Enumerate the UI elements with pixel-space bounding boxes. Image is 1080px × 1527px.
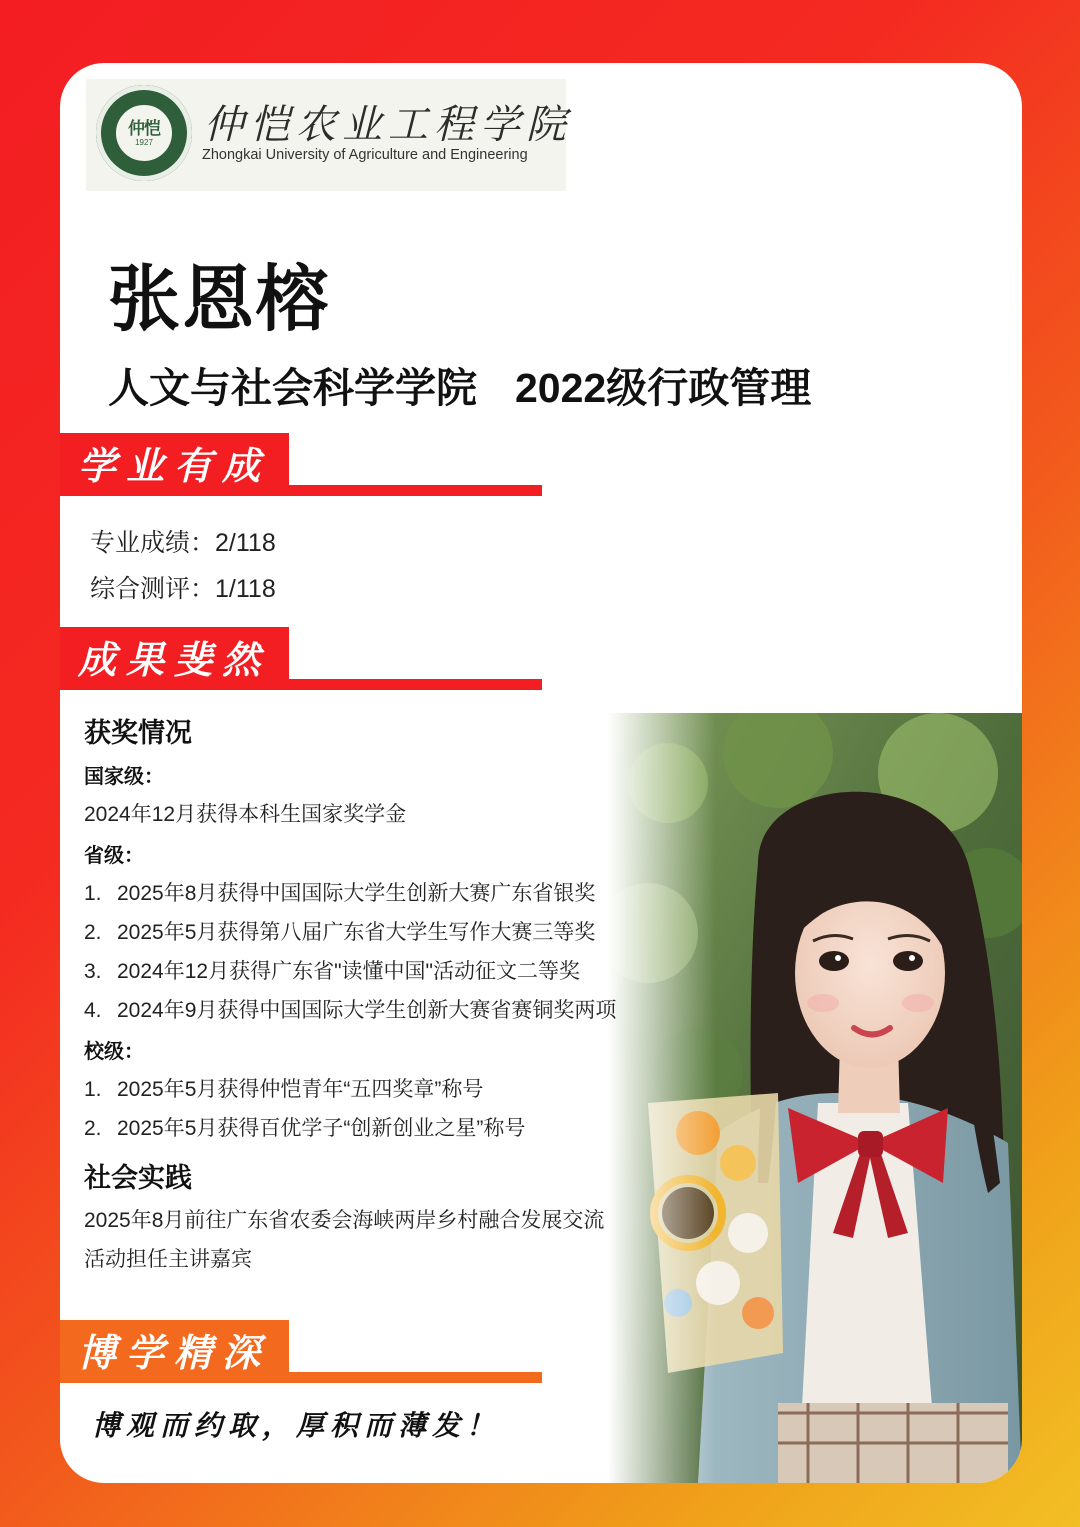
school-award-item: 2. 2025年5月获得百优学子“创新创业之星”称号 [84,1117,526,1140]
university-name-cn: 仲恺农业工程学院 [204,102,572,148]
university-logo [86,79,572,191]
student-portrait-photo [608,713,1022,1483]
profile-card [60,63,1022,1483]
section-banner-knowledge [60,1320,542,1386]
national-award-item: 2024年12月获得本科生国家奖学金 [84,803,407,826]
stat-overall-rank: 综合测评：1/118 [90,575,276,603]
school-award-item: 1. 2025年5月获得仲恺青年“五四奖章”称号 [84,1078,484,1101]
practice-line: 活动担任主讲嘉宾 [84,1248,252,1271]
provincial-award-item: 2. 2025年5月获得第八届广东省大学生写作大赛三等奖 [84,921,596,944]
motto: 博观而约取，厚积而薄发！ [92,1409,501,1442]
provincial-award-item: 1. 2025年8月获得中国国际大学生创新大赛广东省银奖 [84,882,596,905]
provincial-award-item: 3. 2024年12月获得广东省"读懂中国"活动征文二等奖 [84,960,580,983]
provincial-award-item: 4. 2024年9月获得中国国际大学生创新大赛省赛铜奖两项 [84,999,617,1022]
stat-major-rank: 专业成绩：2/118 [90,529,276,557]
practice-heading: 社会实践 [84,1163,192,1193]
section-title-achievements: 成果斐然 [78,637,271,682]
student-name: 张恩榕 [108,260,331,340]
school-level-label: 校级： [84,1041,144,1063]
section-banner-academics [60,433,542,499]
section-banner-achievements [60,627,542,693]
major-name: 2022级行政管理 [515,365,812,411]
seal-text: 仲恺 [128,118,160,139]
student-affiliation [108,355,811,414]
section-title-academics: 学业有成 [78,443,271,488]
national-level-label: 国家级： [84,766,164,788]
university-name-en: Zhongkai University of Agriculture and Engineering [202,147,528,163]
section-title-knowledge: 博学精深 [78,1330,271,1375]
seal-year: 1927 [135,137,153,147]
college-name: 人文与社会科学学院 [108,365,477,411]
provincial-level-label: 省级： [84,845,144,867]
practice-line: 2025年8月前往广东省农委会海峡两岸乡村融合发展交流 [84,1209,605,1232]
university-seal-icon [96,85,192,181]
awards-heading: 获奖情况 [84,718,192,748]
